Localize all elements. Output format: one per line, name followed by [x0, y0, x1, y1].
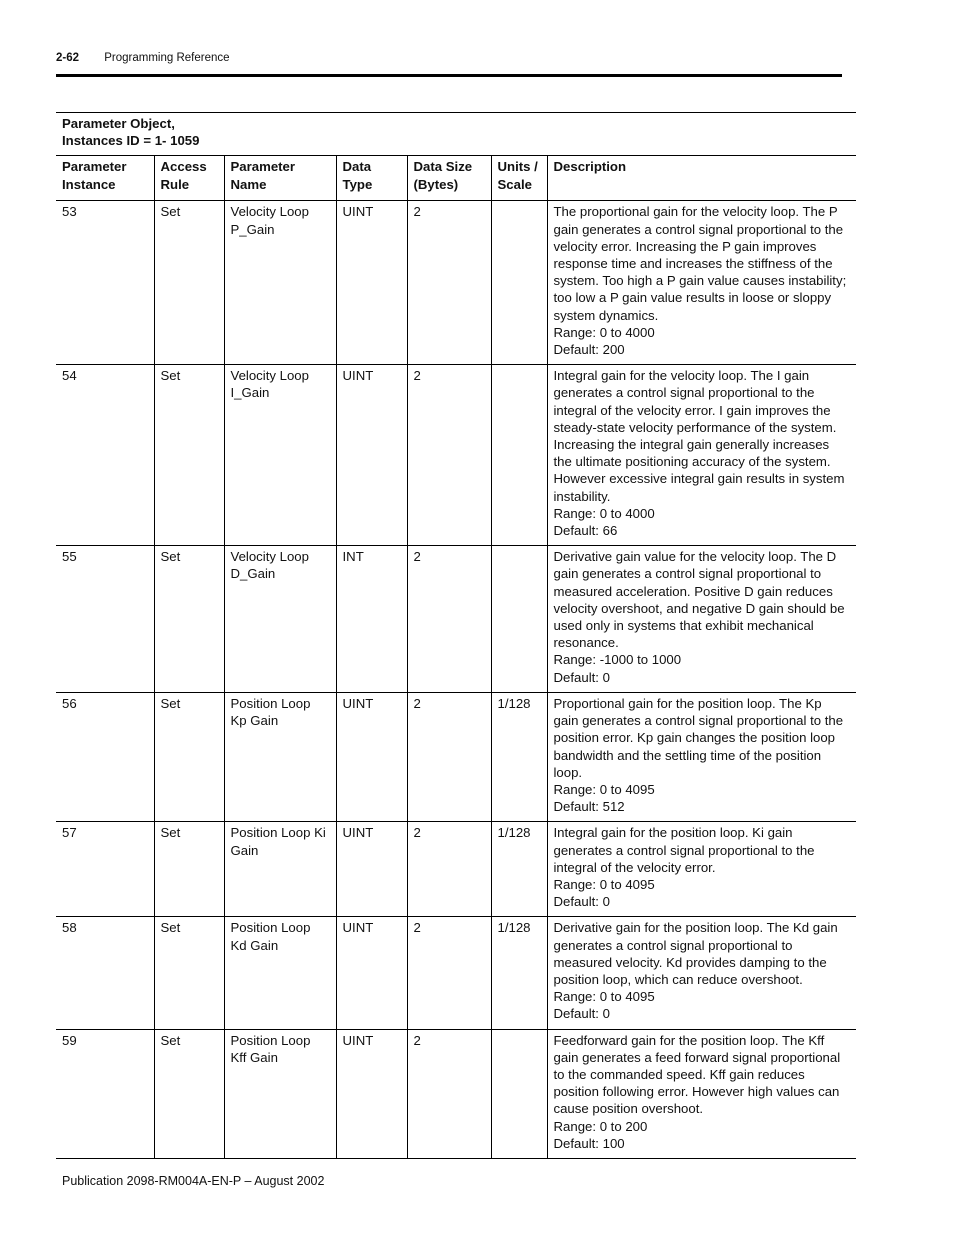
data-size-cell: 2 — [407, 917, 491, 1029]
parameter-name-cell: Velocity Loop D_Gain — [224, 546, 336, 693]
range-text: Range: 0 to 4000 — [553, 505, 655, 521]
col-header: Data Type — [336, 156, 407, 201]
parameter-name-cell: Velocity Loop P_Gain — [224, 201, 336, 365]
range-text: Range: 0 to 4095 — [553, 781, 655, 797]
description-cell — [547, 365, 856, 546]
publication-footer: Publication 2098-RM004A-EN-P – August 2002 — [62, 1174, 325, 1188]
column-header-row — [56, 156, 856, 201]
range-text: Range: 0 to 4000 — [553, 324, 655, 340]
data-type-cell: UINT — [336, 822, 407, 917]
col-header: Data Size (Bytes) — [407, 156, 491, 201]
table-row — [56, 201, 856, 365]
col-header: Parameter Instance — [56, 156, 154, 201]
access-rule-cell: Set — [154, 692, 224, 821]
access-rule-cell: Set — [154, 201, 224, 365]
units-scale-cell — [491, 201, 547, 365]
parameter-instance-cell: 59 — [56, 1029, 154, 1158]
units-scale-cell: 1/128 — [491, 822, 547, 917]
units-scale-cell: 1/128 — [491, 692, 547, 821]
data-size-cell: 2 — [407, 201, 491, 365]
units-scale-cell: 1/128 — [491, 917, 547, 1029]
default-text: Default: 512 — [553, 799, 625, 815]
parameter-instance-cell: 56 — [56, 692, 154, 821]
default-text: Default: 66 — [553, 523, 618, 539]
data-size-cell: 2 — [407, 365, 491, 546]
description-text: Feedforward gain for the position loop. The Kff gain generates a feed forward signal proportional to the commanded speed. Kff gain reduces position following error. However high values can cause position overshoot. — [553, 1032, 841, 1117]
parameter-name-cell: Velocity Loop I_Gain — [224, 365, 336, 546]
description-cell — [547, 201, 856, 365]
description-cell — [547, 822, 856, 917]
object-title-row — [56, 113, 856, 156]
parameter-name-cell: Position Loop Kp Gain — [224, 692, 336, 821]
description-cell — [547, 692, 856, 821]
range-text: Range: -1000 to 1000 — [553, 652, 682, 668]
col-header: Description — [547, 156, 856, 201]
data-type-cell: UINT — [336, 917, 407, 1029]
access-rule-cell: Set — [154, 822, 224, 917]
description-text: Integral gain for the velocity loop. The I gain generates a control signal proportional to the integral of the velocity error. I gain improves the steady-state velocity performance of the system. Increasing the integral gain generally increases the ultimate positioning accuracy of the system. However excessive integral gain results in system instability. — [553, 368, 845, 504]
col-header: Units / Scale — [491, 156, 547, 201]
range-text: Range: 0 to 200 — [553, 1118, 648, 1134]
table-row — [56, 1029, 856, 1158]
data-size-cell: 2 — [407, 692, 491, 821]
description-text: Derivative gain value for the velocity loop. The D gain generates a control signal proportional to measured acceleration. Positive D gain reduces velocity overshoot, and negative D gain should be used only in systems that exhibit mechanical resonance. — [553, 549, 845, 651]
parameter-name-cell: Position Loop Kd Gain — [224, 917, 336, 1029]
data-type-cell: INT — [336, 546, 407, 693]
page-header — [56, 52, 230, 64]
data-type-cell: UINT — [336, 1029, 407, 1158]
parameter-instance-cell: 58 — [56, 917, 154, 1029]
description-text: The proportional gain for the velocity loop. The P gain generates a control signal proportional to the velocity error. Increasing the P gain improves response time and increases the stiffness of the system. Too high a P gain value causes instability; too low a P gain value results in loose or sloppy system dynamics. — [553, 204, 847, 323]
object-title — [56, 113, 856, 156]
table-row — [56, 365, 856, 546]
col-header: Parameter Name — [224, 156, 336, 201]
header-rule — [56, 74, 842, 77]
access-rule-cell: Set — [154, 1029, 224, 1158]
description-text: Derivative gain for the position loop. The Kd gain generates a control signal proportional to measured velocity. Kd provides damping to the position loop, which can reduce overshoot. — [553, 920, 838, 987]
parameter-instance-cell: 55 — [56, 546, 154, 693]
parameter-instance-cell: 57 — [56, 822, 154, 917]
col-header: Access Rule — [154, 156, 224, 201]
default-text: Default: 0 — [553, 669, 610, 685]
data-type-cell: UINT — [336, 201, 407, 365]
default-text: Default: 0 — [553, 894, 610, 910]
data-size-cell: 2 — [407, 546, 491, 693]
table-row — [56, 546, 856, 693]
description-cell — [547, 1029, 856, 1158]
table-row — [56, 917, 856, 1029]
default-text: Default: 100 — [553, 1135, 625, 1151]
access-rule-cell: Set — [154, 546, 224, 693]
table-row — [56, 692, 856, 821]
description-cell — [547, 546, 856, 693]
table-row — [56, 822, 856, 917]
description-cell — [547, 917, 856, 1029]
page-number: 2-62 — [56, 52, 80, 64]
data-type-cell: UINT — [336, 365, 407, 546]
data-type-cell: UINT — [336, 692, 407, 821]
access-rule-cell: Set — [154, 365, 224, 546]
data-size-cell: 2 — [407, 822, 491, 917]
parameter-instance-cell: 53 — [56, 201, 154, 365]
units-scale-cell — [491, 365, 547, 546]
description-text: Integral gain for the position loop. Ki gain generates a control signal proportional to the integral of the velocity error. — [553, 825, 815, 875]
default-text: Default: 0 — [553, 1006, 610, 1022]
range-text: Range: 0 to 4095 — [553, 989, 655, 1005]
parameter-instance-cell: 54 — [56, 365, 154, 546]
access-rule-cell: Set — [154, 917, 224, 1029]
units-scale-cell — [491, 1029, 547, 1158]
parameter-name-cell: Position Loop Ki Gain — [224, 822, 336, 917]
parameter-table — [56, 112, 856, 1159]
description-text: Proportional gain for the position loop. The Kp gain generates a control signal proportional to the position error. Kp gain changes the position loop bandwidth and the settling time of the position loop. — [553, 695, 844, 780]
parameter-name-cell: Position Loop Kff Gain — [224, 1029, 336, 1158]
object-title-line1: Parameter Object, — [62, 116, 175, 131]
section-title: Programming Reference — [104, 52, 230, 64]
range-text: Range: 0 to 4095 — [553, 876, 655, 892]
object-title-line2: Instances ID = 1- 1059 — [62, 133, 200, 149]
units-scale-cell — [491, 546, 547, 693]
data-size-cell: 2 — [407, 1029, 491, 1158]
default-text: Default: 200 — [553, 342, 625, 358]
